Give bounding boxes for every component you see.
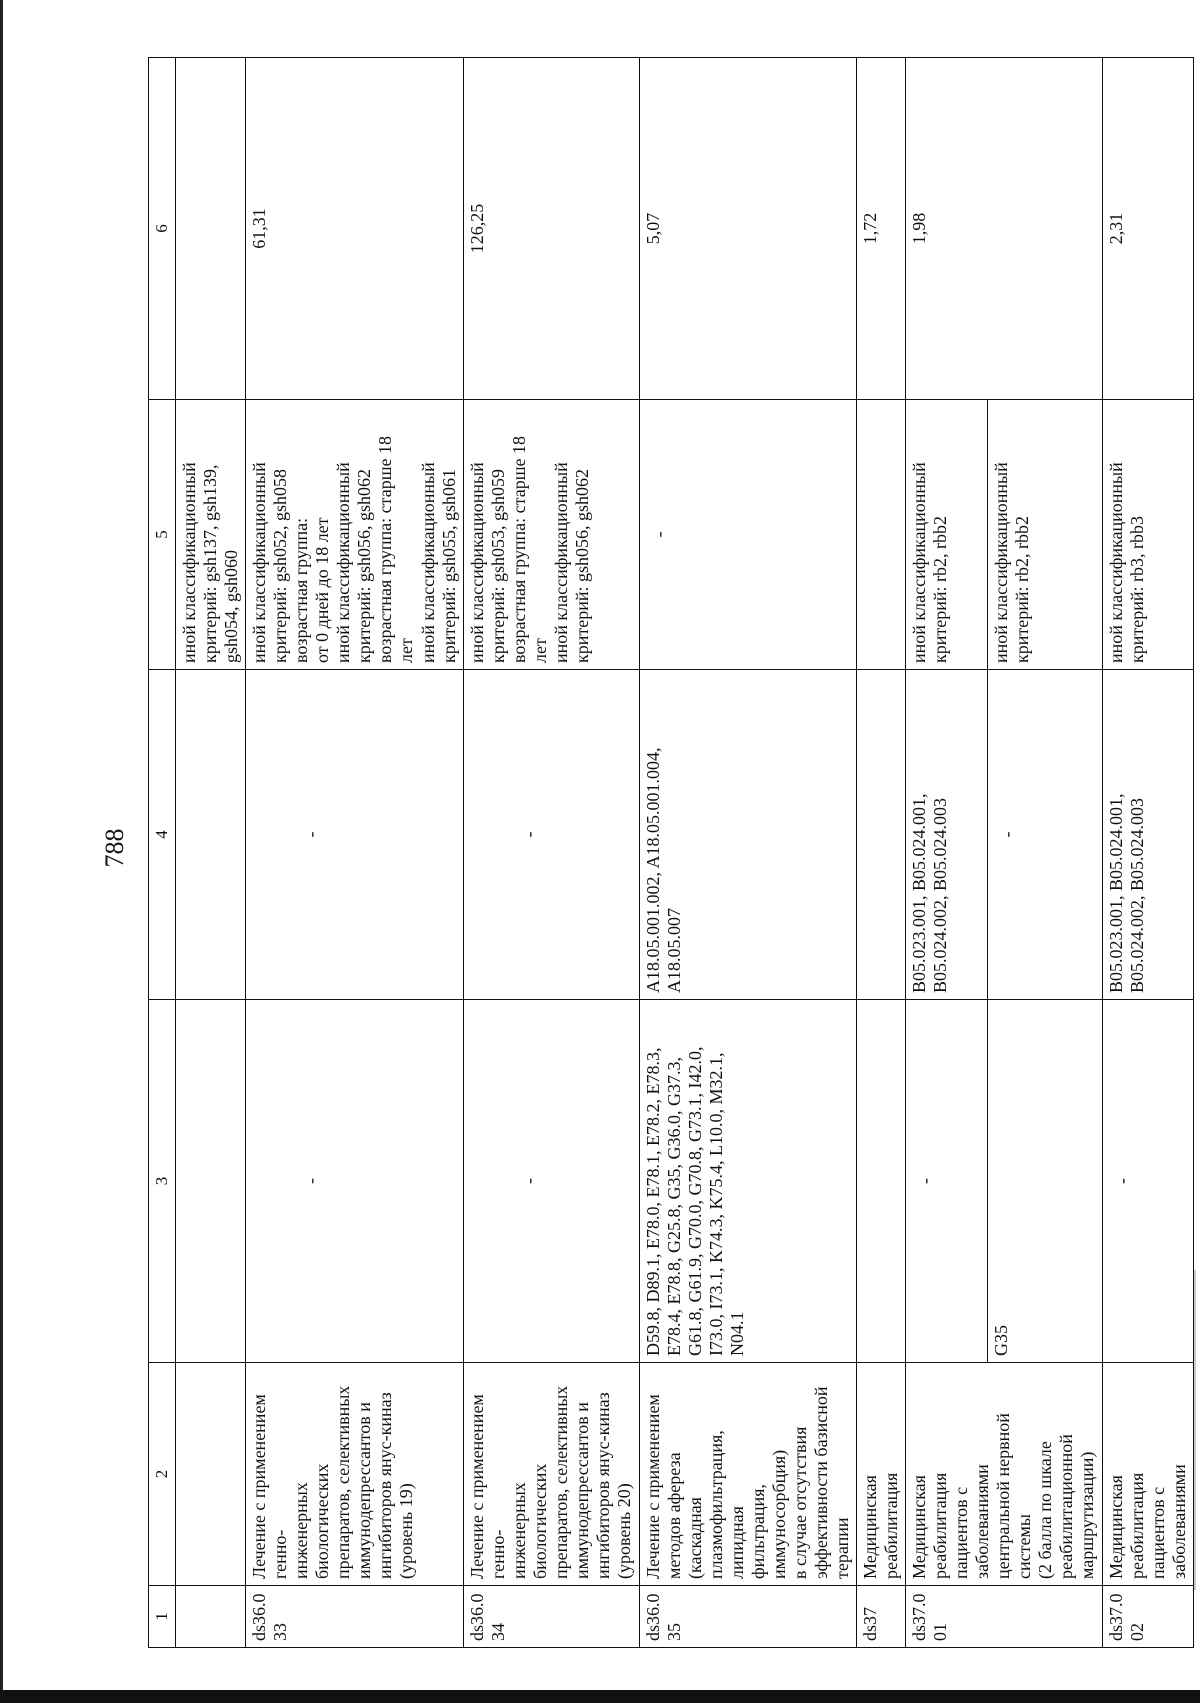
dash-text: - <box>997 831 1018 838</box>
tariff-table <box>148 57 1194 1648</box>
diagnosis-cell <box>639 1000 856 1363</box>
column-header: 5 <box>149 400 176 670</box>
empty-cell <box>856 670 905 1000</box>
table-row <box>246 58 464 1648</box>
section-row <box>856 58 905 1648</box>
name-cell: Медицинская реабилитация <box>856 1363 905 1586</box>
name-cell <box>176 1363 246 1586</box>
table-row <box>639 58 856 1648</box>
criteria-cell <box>988 400 1102 670</box>
table-row <box>906 58 988 1648</box>
empty-cell <box>856 400 905 670</box>
name-cell <box>246 1363 464 1586</box>
name-cell <box>464 1363 639 1586</box>
empty-cell <box>856 1000 905 1363</box>
table-row <box>464 58 639 1648</box>
coefficient-cell: 61,31 <box>246 58 464 400</box>
service-cell <box>906 670 988 1000</box>
name-cell <box>639 1363 856 1586</box>
diagnosis-cell: G35 <box>988 1000 1102 1363</box>
dash-text: - <box>519 831 540 838</box>
criteria-cell <box>639 400 856 670</box>
coefficient-cell: 1,98 <box>906 58 1102 400</box>
diagnosis-cell <box>246 1000 464 1363</box>
rotated-table-wrapper <box>148 58 1189 1648</box>
diagnosis-text: D59.8, D89.1, E78.0, E78.1, E78.2, E78.3, E78.4, E78.8, G25.8, G35, G36.0, G37.3, G61.8, G61.9, G70.0, G70.8, G73.1, I42.0, I73.0, I73.1, K74.3, K75.4, L10.0, M32.1, N04.1 <box>642 1046 747 1356</box>
criteria-cell <box>246 400 464 670</box>
code-cell: ds36.035 <box>639 1586 856 1648</box>
dash-text: - <box>1111 1178 1132 1184</box>
service-cell <box>464 670 639 1000</box>
service-cell <box>176 670 246 1000</box>
diagnosis-cell <box>1102 1000 1193 1363</box>
dash-text: - <box>519 1178 540 1184</box>
code-cell: ds37.002 <box>1102 1586 1193 1648</box>
name-text: Лечение с применением методов афереза (каскадная плазмофильтрация, липидная фильтрация, иммуносорбция) в случае отсутствия эффективности базисной терапии <box>642 1386 852 1579</box>
criteria-cell <box>176 400 246 670</box>
column-header: 6 <box>149 58 176 400</box>
service-cell <box>1102 670 1193 1000</box>
service-cell <box>246 670 464 1000</box>
dash-text: - <box>648 531 669 538</box>
code-cell: ds36.033 <box>246 1586 464 1648</box>
scan-noise <box>1194 1270 1196 1590</box>
dash-text: - <box>915 1178 936 1184</box>
column-header: 4 <box>149 670 176 1000</box>
diagnosis-cell <box>906 1000 988 1363</box>
coefficient-cell: 2,31 <box>1102 58 1193 400</box>
name-cell <box>906 1363 1102 1586</box>
scan-edge-left <box>0 0 3 1703</box>
code-cell: ds36.034 <box>464 1586 639 1648</box>
name-cell <box>1102 1363 1193 1586</box>
criteria-cell <box>906 400 988 670</box>
scan-edge-bottom <box>0 1690 1200 1703</box>
criteria-text: иной классификационный критерий: gsh137, gsh139, gsh054, gsh060 <box>179 462 242 663</box>
name-text: Лечение с применением генно- инженерных биологических препаратов, селективных иммунодепрессантов и ингибиторов янус-киназ (уровень 20) <box>467 1385 635 1579</box>
criteria-cell <box>464 400 639 670</box>
name-text: Медицинская реабилитация пациентов с заболеваниями центральной нервной системы (2 балла по шкале реабилитационной маршрутизации) <box>909 1413 1098 1579</box>
dash-text: - <box>301 1178 322 1184</box>
header-row <box>149 58 176 1648</box>
criteria-text: иной классификационный критерий: rb2, rbb2 <box>991 462 1033 663</box>
column-header: 1 <box>149 1586 176 1648</box>
name-text: Лечение с применением генно- инженерных биологических препаратов, селективных иммунодепрессантов и ингибиторов янус-киназ (уровень 19) <box>249 1385 417 1579</box>
service-cell <box>988 670 1102 1000</box>
page-number: 788 <box>100 828 129 868</box>
diagnosis-cell <box>464 1000 639 1363</box>
table-row <box>1102 58 1193 1648</box>
coefficient-cell: 5,07 <box>639 58 856 400</box>
criteria-cell <box>1102 400 1193 670</box>
criteria-text: иной классификационный критерий: rb2, rbb2 <box>909 462 951 663</box>
code-cell: ds37.001 <box>906 1586 1102 1648</box>
coefficient-cell <box>176 58 246 400</box>
table-row <box>176 58 246 1648</box>
name-text: Медицинская реабилитация пациентов с заболеваниями <box>1105 1464 1189 1579</box>
criteria-text: иной классификационный критерий: gsh052, gsh058 возрастная группа: от 0 дней до 18 лет иной классификационный критерий: gsh056, gsh062 возрастная группа: старше 18 лет иной классификационный критерий: gsh055, gsh061 <box>249 435 459 663</box>
dash-text: - <box>301 831 322 838</box>
column-header: 3 <box>149 1000 176 1363</box>
criteria-text: иной классификационный критерий: gsh053, gsh059 возрастная группа: старше 18 лет иной классификационный критерий: gsh056, gsh062 <box>467 435 593 663</box>
criteria-text: иной классификационный критерий: rb3, rbb3 <box>1105 462 1147 663</box>
column-header: 2 <box>149 1363 176 1586</box>
code-cell: ds37 <box>856 1586 905 1648</box>
coefficient-cell: 1,72 <box>856 58 905 400</box>
service-text: B05.023.001, B05.024.001, B05.024.002, B05.024.003 <box>1105 793 1147 993</box>
code-cell <box>176 1586 246 1648</box>
service-text: B05.023.001, B05.024.001, B05.024.002, B05.024.003 <box>909 793 951 993</box>
diagnosis-cell <box>176 1000 246 1363</box>
service-cell <box>639 670 856 1000</box>
coefficient-cell: 126,25 <box>464 58 639 400</box>
service-text: A18.05.001.002, A18.05.001.004, A18.05.007 <box>642 747 684 993</box>
